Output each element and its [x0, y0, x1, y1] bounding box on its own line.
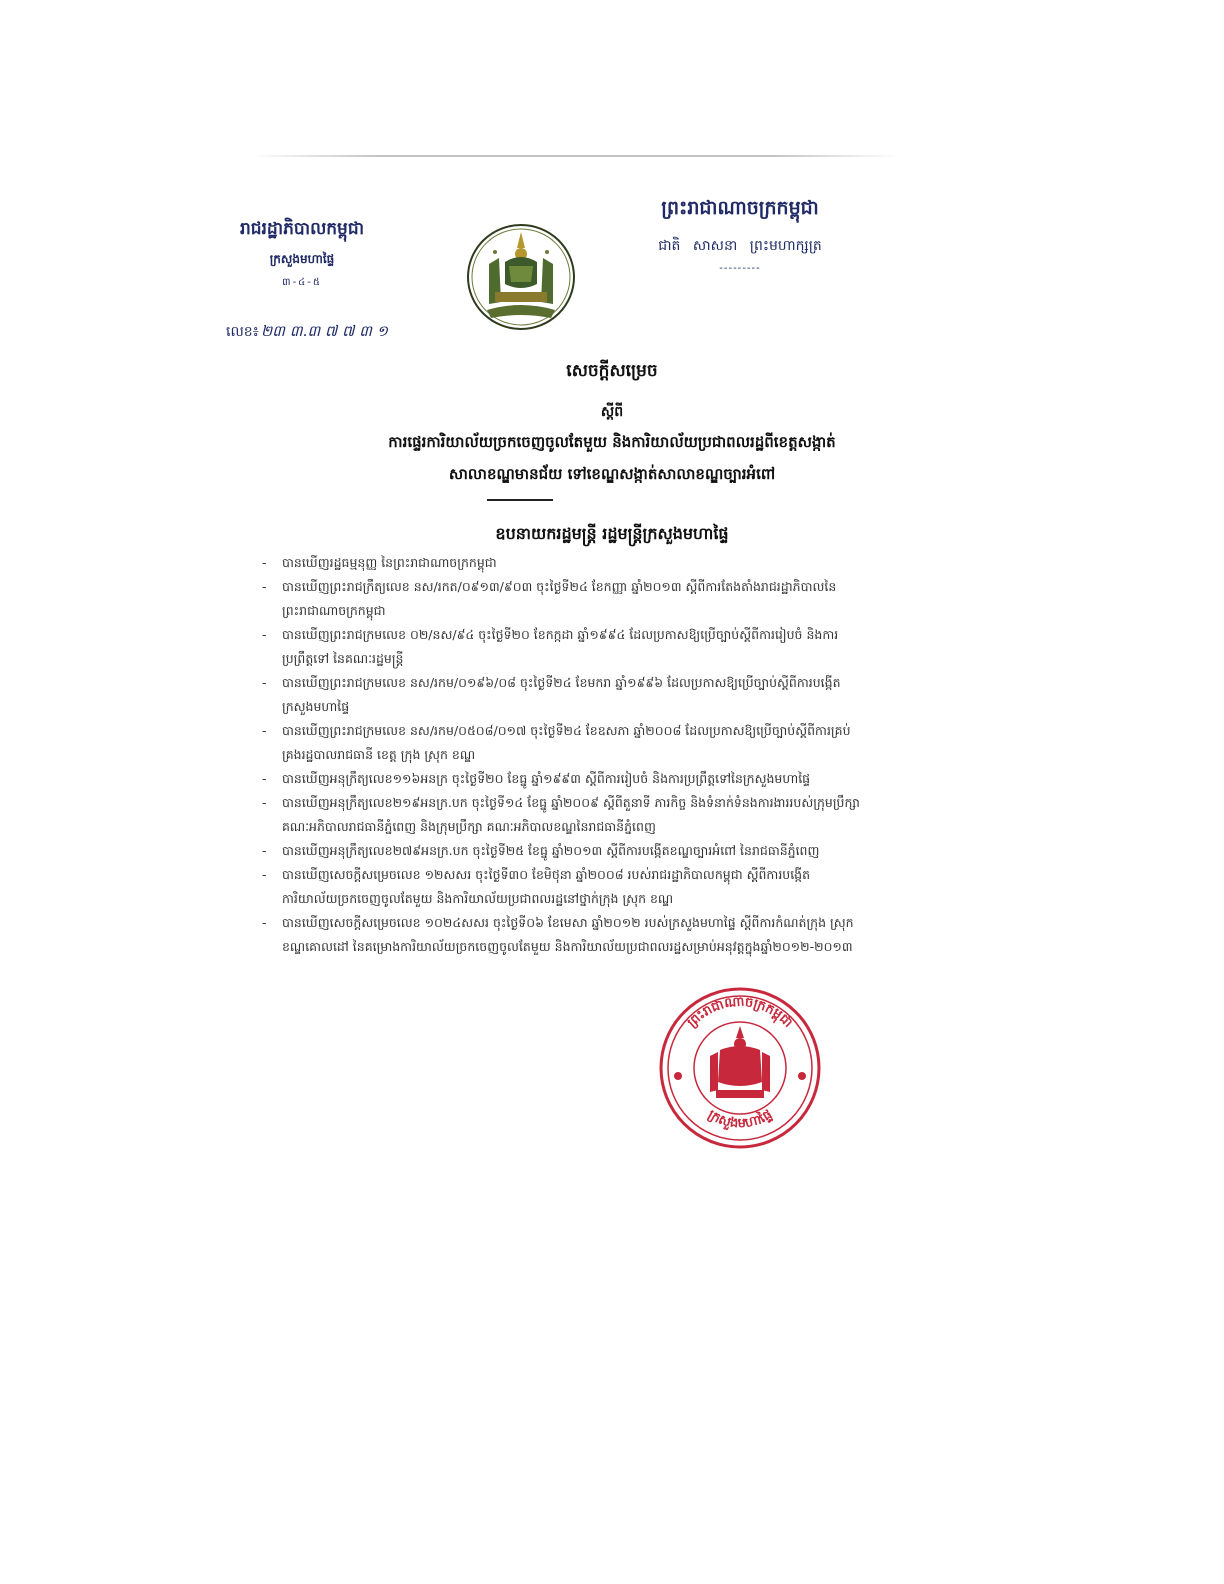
list-item: - បានឃើញសេចក្តីសម្រេចលេខ ១២សសរ ចុះថ្ងៃទី៣០ ខែមិថុនា ឆ្នាំ២០០៨ របស់រាជរដ្ឋាភិបាលកម្ពុជា ស្តីពីការបង្កើតការិយាល័យច្រកចេញចូលតែមួយ និងការិយាល័យប្រជាពលរដ្ឋនៅថ្នាក់ក្រុង ស្រុក ខណ្ឌ [262, 863, 862, 911]
seal-top-text: ព្រះរាជាណាចក្រកម្ពុជា [684, 994, 796, 1031]
kingdom-name: ព្រះរាជាណាចក្រកម្ពុជា [661, 197, 819, 219]
subject-line-1: ការផ្ទេរការិយាល័យច្រកចេញចូលតែមួយ និងការិយាល័យប្រជាពលរដ្ឋពីខេត្តសង្កាត់ [388, 433, 836, 451]
reference-number [226, 322, 388, 344]
official-seal-stamp [656, 986, 824, 1150]
issuing-authority: ឧបនាយករដ្ឋមន្ត្រី រដ្ឋមន្ត្រីក្រសួងមហាផ្ទៃ [495, 524, 729, 543]
list-item: - បានឃើញព្រះរាជក្រមលេខ នស/រកម/០៥០៨/០១៧ ចុះថ្ងៃទី២៤ ខែឧសភា ឆ្នាំ២០០៨ ដែលប្រកាសឱ្យប្រើច្បាប់ស្តីពីការគ្រប់គ្រងរដ្ឋបាលរាជធានី ខេត្ត ក្រុង ស្រុក ខណ្ឌ [262, 719, 862, 767]
list-item: - បានឃើញព្រះរាជក្រមលេខ ០២/នស/៩៤ ចុះថ្ងៃទី២០ ខែកក្កដា ឆ្នាំ១៩៩៤ ដែលប្រកាសឱ្យប្រើច្បាប់ស្តីពីការរៀបចំ និងការប្រព្រឹត្តទៅ នៃគណៈរដ្ឋមន្ត្រី [262, 623, 862, 671]
government-name: រាជរដ្ឋាភិបាលកម្ពុជា [239, 219, 365, 239]
motto-ornament: --------- [719, 263, 761, 274]
reference-label: លេខ៖ [226, 324, 259, 340]
list-item: - បានឃើញអនុក្រឹត្យលេខ១១៦អនក្រ ចុះថ្ងៃទី២០ ខែធ្នូ ឆ្នាំ១៩៩៣ ស្តីពីការរៀបចំ និងការប្រព្រឹត្តទៅនៃក្រសួងមហាផ្ទៃ [262, 767, 862, 791]
list-item: - បានឃើញព្រះរាជក្រឹត្យលេខ នស/រកត/០៩១៣/៩០៣ ចុះថ្ងៃទី២៤ ខែកញ្ញា ឆ្នាំ២០១៣ ស្តីពីការតែងតាំងរាជរដ្ឋាភិបាលនៃព្រះរាជាណាចក្រកម្ពុជា [262, 575, 862, 623]
scan-edge-line [250, 155, 900, 157]
list-item: - បានឃើញអនុក្រឹត្យលេខ២៧៩អនក្រ.បក ចុះថ្ងៃទី២៥ ខែធ្នូ ឆ្នាំ២០១៣ ស្តីពីការបង្កើតខណ្ឌច្បារអំពៅ នៃរាជធានីភ្នំពេញ [262, 839, 862, 863]
royal-emblem-icon [465, 222, 577, 332]
reference-handwritten: ២៣ ៣.៣ ៧ ៧ ៣ ១ [260, 322, 389, 340]
ministry-header [222, 218, 382, 290]
title-divider [487, 499, 553, 501]
subject-line-2: សាលាខណ្ឌមានជ័យ ទៅខេណ្ឌសង្កាត់សាលាខណ្ឌច្បារអំពៅ [448, 465, 776, 483]
kingdom-header [640, 196, 840, 274]
considerations-list [262, 551, 862, 959]
list-item: - បានឃើញអនុក្រឹត្យលេខ២១៩អនក្រ.បក ចុះថ្ងៃទី១៤ ខែធ្នូ ឆ្នាំ២០០៩ ស្តីពីតួនាទី ភារកិច្ច និងទំនាក់ទំនងការងាររបស់ក្រុមប្រឹក្សា គណៈអភិបាលរាជធានីភ្នំពេញ និងក្រុមប្រឹក្សា គណៈអភិបាលខណ្ឌនៃរាជធានីភ្នំពេញ [262, 791, 862, 839]
title-regarding: ស្តីពី [600, 404, 624, 420]
national-motto: ជាតិ សាសនា ព្រះមហាក្សត្រ [658, 238, 822, 254]
list-item: - បានឃើញសេចក្តីសម្រេចលេខ ១០២៤សសរ ចុះថ្ងៃទី០៦ ខែមេសា ឆ្នាំ២០១២ របស់ក្រសួងមហាផ្ទៃ ស្តីពីការកំណត់ក្រុង ស្រុក ខណ្ឌគោលដៅ នៃគម្រោងការិយាល័យច្រកចេញចូលតែមួយ និងការិយាល័យប្រជាពលរដ្ឋសម្រាប់អនុវត្តក្នុងឆ្នាំ២០១២-២០១៣ [262, 911, 862, 959]
seal-bottom-text: ក្រសួងមហាផ្ទៃ [705, 1107, 775, 1132]
ministry-ornament: ៣-៤-៥ [282, 277, 322, 288]
list-item: - បានឃើញរដ្ឋធម្មនុញ្ញ នៃព្រះរាជាណាចក្រកម្ពុជា [262, 551, 862, 575]
document-title: សេចក្តីសម្រេច [566, 361, 658, 381]
list-item: - បានឃើញព្រះរាជក្រមលេខ នស/រកម/០១៩៦/០៨ ចុះថ្ងៃទី២៤ ខែមករា ឆ្នាំ១៩៩៦ ដែលប្រកាសឱ្យប្រើច្បាប់ស្តីពីការបង្កើតក្រសួងមហាផ្ទៃ [262, 671, 862, 719]
ministry-name: ក្រសួងមហាផ្ទៃ [269, 252, 335, 266]
